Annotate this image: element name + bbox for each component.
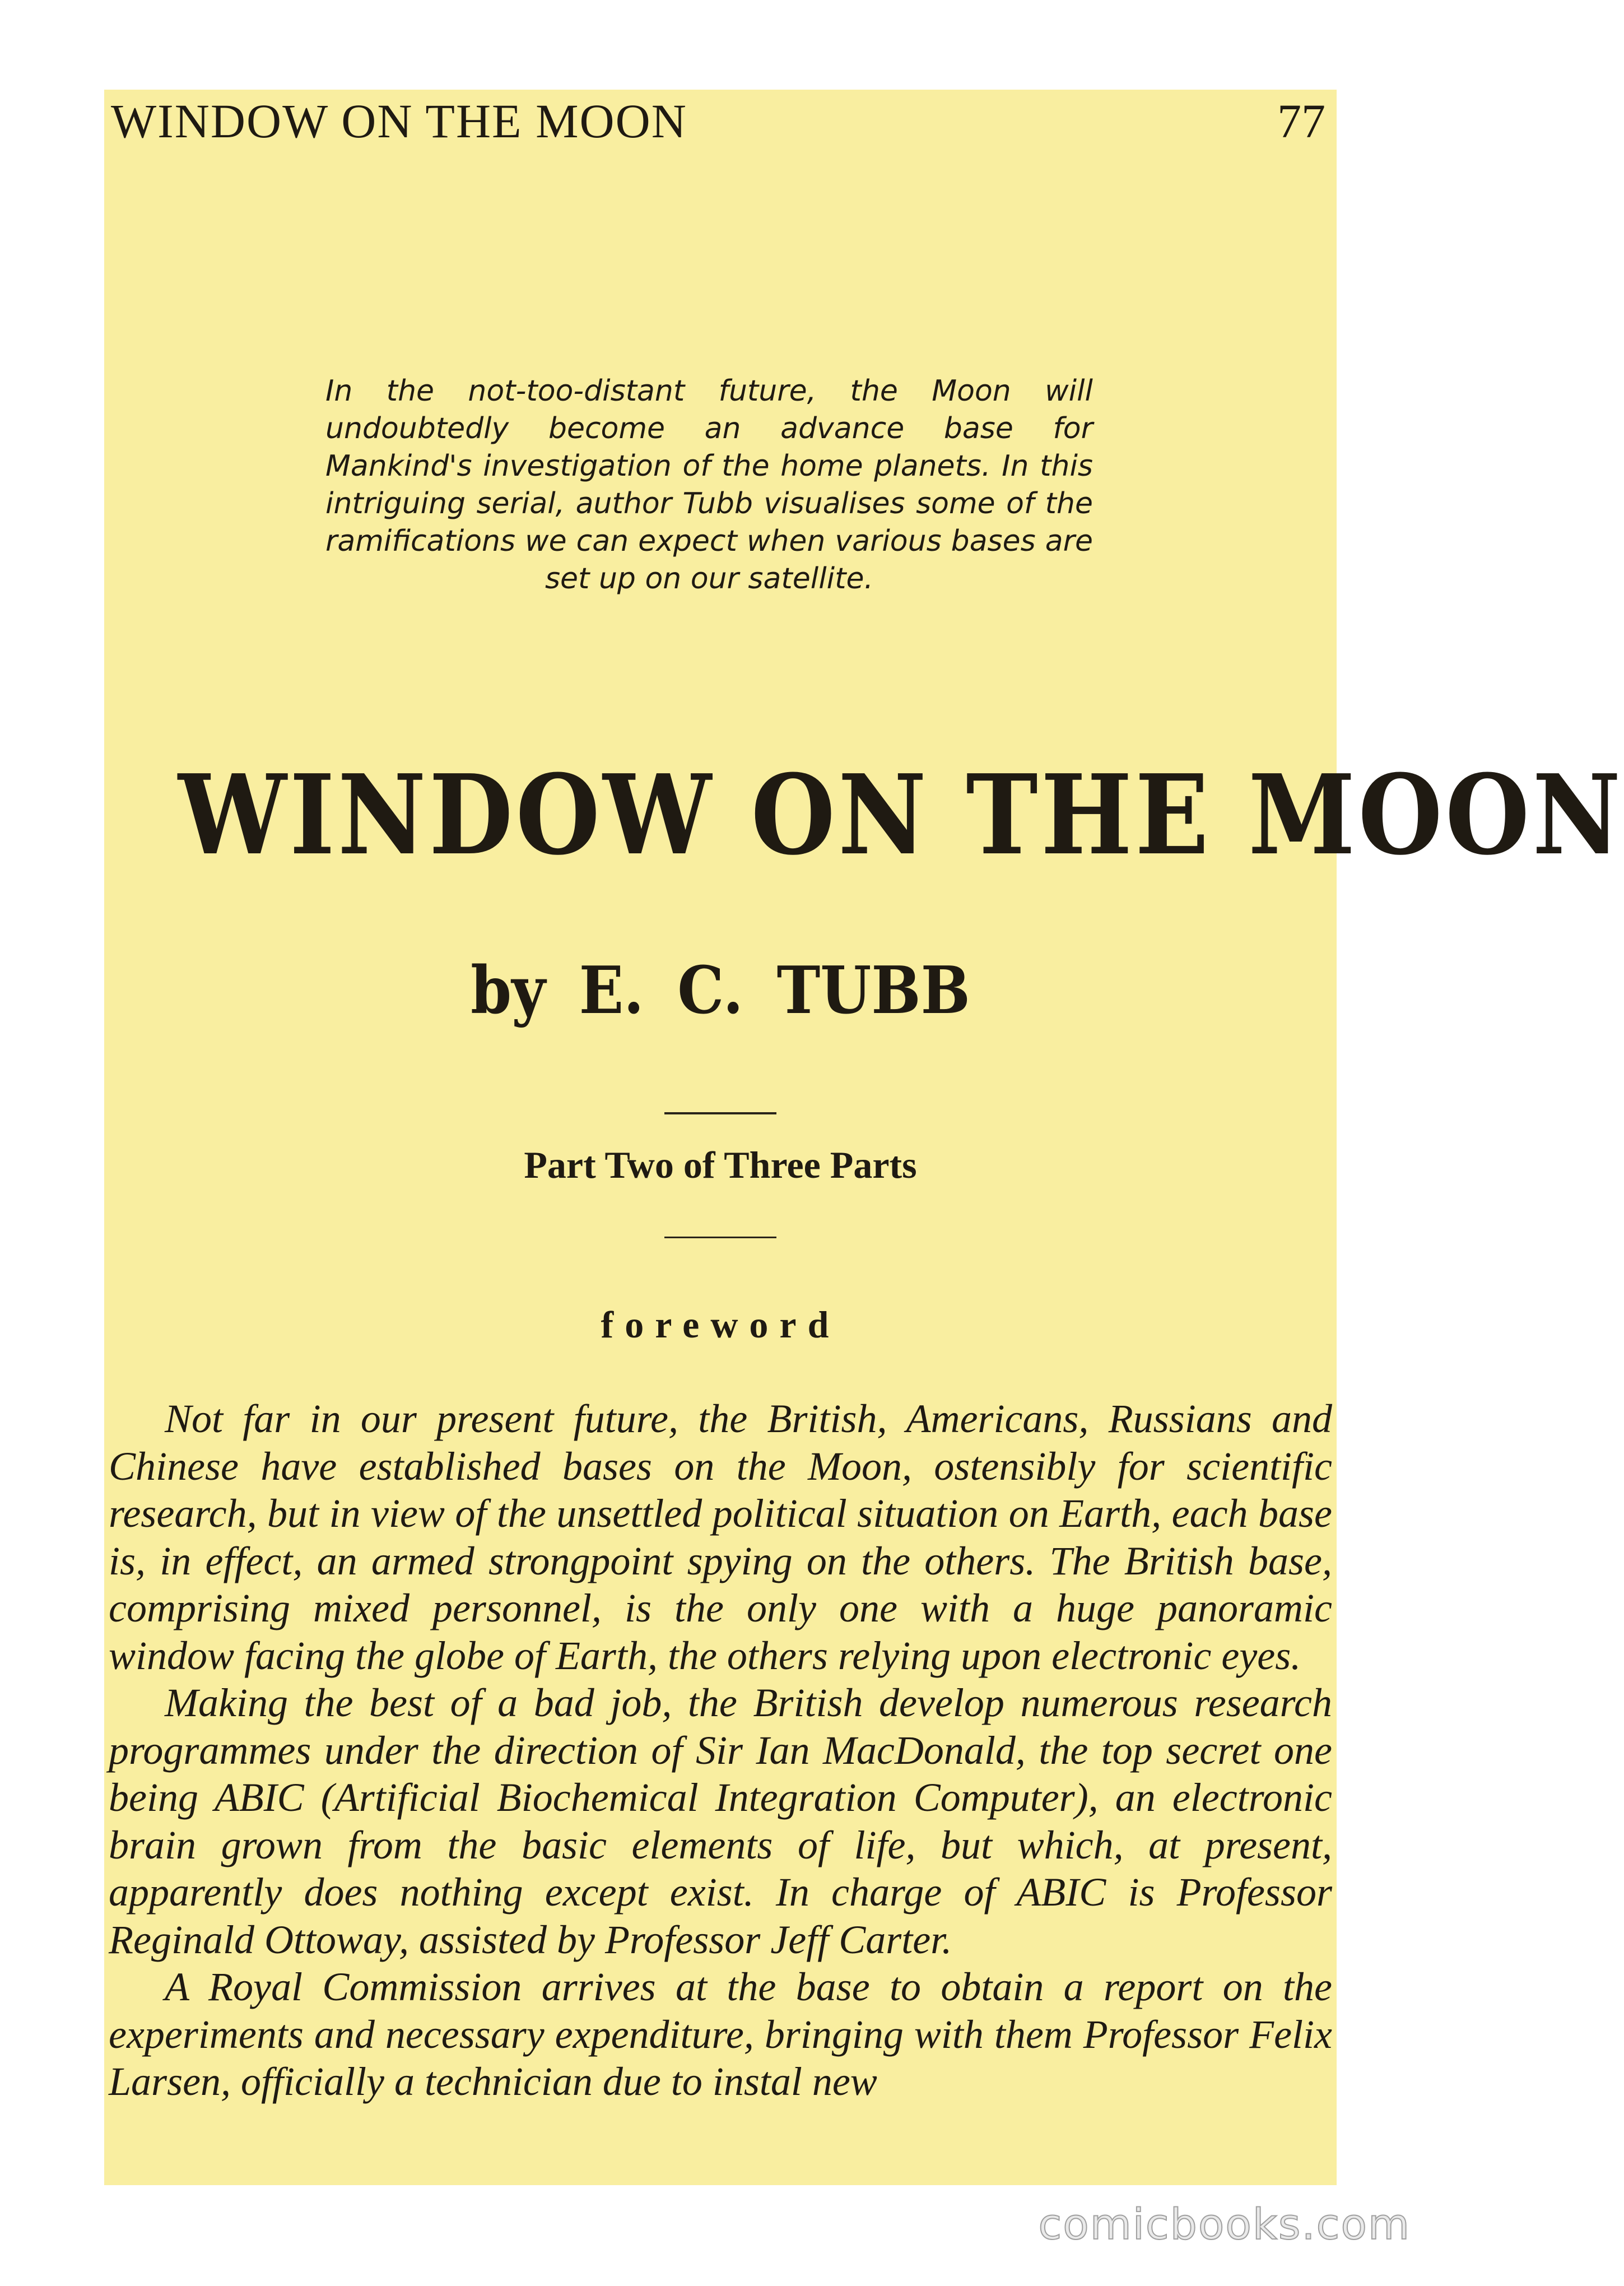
foreword-paragraph: Making the best of a bad job, the British develop numerous research programmes under the direction of Sir Ian MacDonald, the top secret one being ABIC (Artificial Biochemical Integration Computer), an electronic brain grown from the basic elements of life, but which, at present, apparently does nothing except exist. In charge of ABIC is Professor Reginald Ottoway, assisted by Professor Jeff Carter. — [109, 1680, 1332, 1962]
part-label: Part Two of Three Parts — [524, 1144, 917, 1186]
divider-rule — [664, 1112, 776, 1114]
story-title: WINDOW ON THE MOON — [178, 751, 1624, 880]
running-title: WINDOW ON THE MOON — [111, 94, 687, 148]
divider-rule — [664, 1237, 776, 1238]
intro-blurb: In the not-too-distant future, the Moon will undoubtedly become an advance base for Mankind's investigation of the home planets. In this intriguing serial, author Tubb visualises some of the ramifications we can expect when various bases are set up on our satellite. — [325, 374, 1093, 596]
magazine-page — [104, 90, 1624, 2185]
foreword-heading: foreword — [601, 1303, 840, 1346]
watermark: comicbooks.com — [1038, 2199, 1411, 2249]
foreword-paragraph: Not far in our present future, the British, Americans, Russians and Chinese have established bases on the Moon, ostensibly for scientific research, but in view of the unsettled political situation on Earth, each base is, in effect, an armed strongpoint spying on the others. The British base, comprising mixed personnel, is the only one with a huge panoramic window facing the globe of Earth, the others relying upon electronic eyes. — [109, 1396, 1332, 1678]
foreword-body — [109, 1395, 1332, 2106]
page-number: 77 — [1277, 94, 1325, 148]
foreword-paragraph: A Royal Commission arrives at the base to obtain a report on the experiments and necessary expenditure, bringing with them Professor Felix Larsen, officially a technician due to instal new — [109, 1964, 1332, 2104]
author-byline: by E. C. TUBB — [471, 952, 970, 1029]
